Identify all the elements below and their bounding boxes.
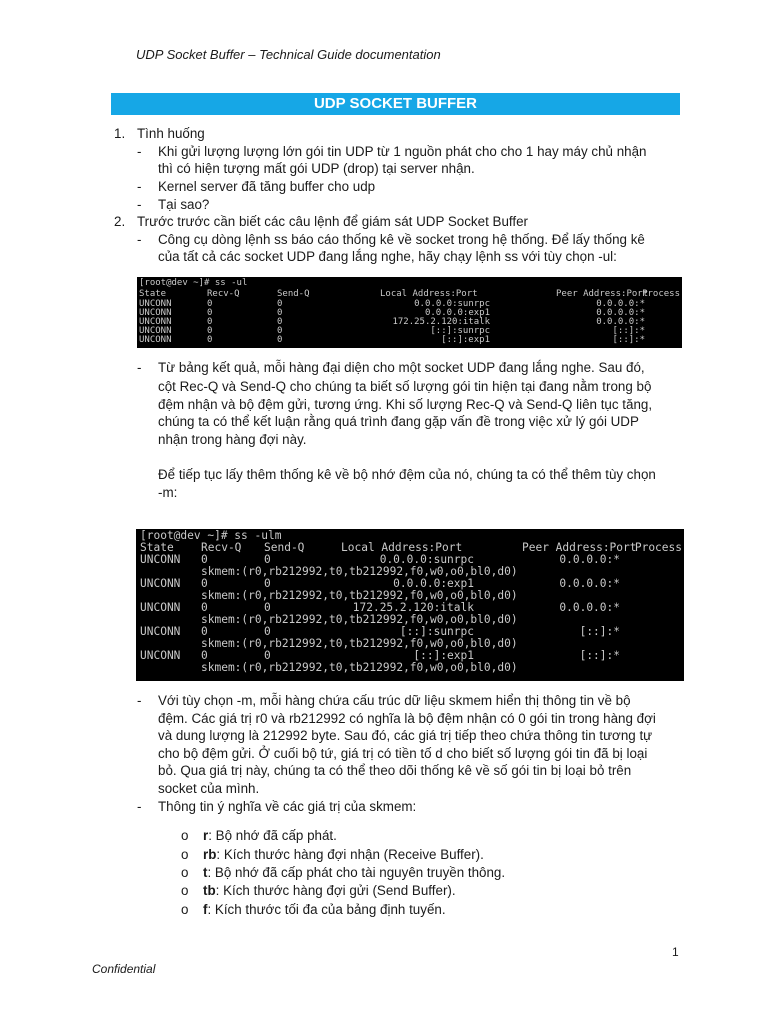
skmem-list-item [181,846,601,864]
terminal-prompt: [root@dev ~]# ss -ulm [140,529,282,542]
recvq-cell: 0 [207,335,213,345]
skmem-description: : Bộ nhớ đã cấp phát. [208,828,337,843]
recvq-cell: 0 [201,649,208,662]
skmem-key: tb [203,883,216,898]
state-cell: UNCONN [140,577,181,590]
skmem-key: f [203,902,208,917]
skmem-description: : Kích thước hàng đợi gửi (Send Buffer). [215,883,456,898]
state-cell: UNCONN [139,317,172,327]
skmem-list-item [181,827,601,845]
recvq-cell: 0 [207,317,213,327]
skmem-list-item [181,882,601,900]
recvq-cell: 0 [201,625,208,638]
bullet-circle-icon: o [181,865,189,880]
skmem-line: skmem:(r0,rb212992,t0,tb212992,f0,w0,o0,bl0,d0) [201,661,518,674]
section-1-number: 1. [114,126,126,141]
dash-marker: - [137,179,142,194]
state-cell: UNCONN [139,326,172,336]
peer-address-cell: [::]:* [579,625,620,638]
section-1-bullet-1-line-2: thì có hiện tượng mất gói UDP (drop) tại server nhận. [158,161,475,176]
dash-marker: - [137,360,142,375]
terminal-ss-ulm [136,529,684,681]
dash-marker: - [137,799,142,814]
section-2-title: Trước trước cần biết các câu lệnh để giám sát UDP Socket Buffer [137,214,529,229]
bullet-circle-icon: o [181,847,189,862]
state-cell: UNCONN [139,299,172,309]
local-address-cell: 0.0.0.0:sunrpc [414,299,490,309]
paragraph-3-line-5: bỏ. Qua giá trị này, chúng ta có thể theo dõi thống kê về số gói tin bị loại bỏ trên [158,763,632,778]
state-cell: UNCONN [139,308,172,318]
table-row [137,335,682,346]
state-cell: UNCONN [140,649,181,662]
paragraph-3-line-6: socket của mình. [158,781,260,796]
page-number: 1 [672,945,679,959]
section-2-bullet-1-line-2: của tất cả các socket UDP đang lắng nghe, hãy chạy lệnh ss với tùy chọn -ul: [158,249,617,264]
sendq-cell: 0 [277,317,283,327]
peer-address-cell: 0.0.0.0:* [596,299,645,309]
paragraph-1-line-3: đệm nhận và bộ đệm gửi, tương ứng. Khi số lượng Rec-Q và Send-Q liên tục tăng, [158,397,653,412]
sendq-cell: 0 [264,577,271,590]
peer-address-cell: 0.0.0.0:* [559,601,620,614]
recvq-cell: 0 [201,553,208,566]
dash-marker: - [137,197,142,212]
column-header: Process [634,541,682,554]
peer-address-cell: 0.0.0.0:* [559,577,620,590]
skmem-line: skmem:(r0,rb212992,t0,tb212992,f0,w0,o0,bl0,d0) [201,637,518,650]
skmem-description: : Kích thước tối đa của bảng định tuyến. [207,902,446,917]
recvq-cell: 0 [201,601,208,614]
sendq-cell: 0 [277,335,283,345]
local-address-cell: [::]:exp1 [441,335,490,345]
local-address-cell: 172.25.2.120:italk [392,317,490,327]
terminal-ss-ul [137,277,682,348]
local-address-cell: [::]:sunrpc [430,326,490,336]
column-header: Process [642,289,680,299]
state-cell: UNCONN [139,335,172,345]
paragraph-3-line-3: và dung lượng là 212992 byte. Sau đó, các giá trị tiếp theo chứa thông tin tương tự [158,728,653,743]
paragraph-3-line-2: đệm. Các giá trị r0 và rb212992 có nghĩa là bộ đệm nhận có 0 gói tin trong hàng đợi [158,711,656,726]
skmem-description: : Bộ nhớ đã cấp phát cho tài nguyên truyền thông. [207,865,506,880]
bullet-circle-icon: o [181,828,189,843]
paragraph-1-line-2: cột Rec-Q và Send-Q cho chúng ta biết số lượng gói tin hiện tại đang nằm trong bộ [158,379,652,394]
skmem-line: skmem:(r0,rb212992,t0,tb212992,f0,w0,o0,bl0,d0) [201,589,518,602]
column-header: Send-Q [264,541,305,554]
sendq-cell: 0 [264,649,271,662]
column-header: Recv-Q [201,541,242,554]
section-2-bullet-1-line-1: Công cụ dòng lệnh ss báo cáo thống kê về socket trong hệ thống. Để lấy thống kê [158,232,645,247]
skmem-key: r [203,828,209,843]
peer-address-cell: [::]:* [612,326,645,336]
local-address-cell: 0.0.0.0:exp1 [393,577,474,590]
local-address-cell: 172.25.2.120:italk [352,601,474,614]
column-header: State [139,289,167,299]
recvq-cell: 0 [207,326,213,336]
sendq-cell: 0 [277,299,283,309]
sendq-cell: 0 [264,625,271,638]
dash-marker: - [137,232,142,247]
section-2-number: 2. [114,214,126,229]
section-1-bullet-1-line-1: Khi gửi lượng lượng lớn gói tin UDP từ 1 nguồn phát cho cho 1 hay máy chủ nhận [158,144,647,159]
sendq-cell: 0 [264,553,271,566]
column-header: Local Address:Port [341,541,463,554]
peer-address-cell: 0.0.0.0:* [559,553,620,566]
page-header: UDP Socket Buffer – Technical Guide documentation [136,47,441,62]
skmem-line: skmem:(r0,rb212992,t0,tb212992,f0,w0,o0,bl0,d0) [201,565,518,578]
sendq-cell: 0 [277,326,283,336]
bullet-circle-icon: o [181,902,189,917]
bullet-circle-icon: o [181,883,189,898]
peer-address-cell: [::]:* [579,649,620,662]
peer-address-cell: 0.0.0.0:* [596,317,645,327]
skmem-description: : Kích thước hàng đợi nhận (Receive Buffer). [216,847,484,862]
paragraph-2-line-2: -m: [158,485,178,500]
paragraph-4: Thông tin ý nghĩa về các giá trị của skmem: [158,799,417,814]
section-1-bullet-3: Tại sao? [158,197,210,212]
section-1-bullet-2: Kernel server đã tăng buffer cho udp [158,179,376,194]
paragraph-3-line-4: cho bộ đệm gửi. Ở cuối bộ tứ, giá trị có tiền tố d cho biết số lượng gói tin đã bị loại [158,746,648,761]
recvq-cell: 0 [207,308,213,318]
column-header: Peer Address:Port [556,289,649,299]
dash-marker: - [137,693,142,708]
local-address-cell: [::]:sunrpc [399,625,474,638]
paragraph-1-line-1: Từ bảng kết quả, mỗi hàng đại diện cho một socket UDP đang lắng nghe. Sau đó, [158,360,645,375]
section-1-title: Tình huống [137,126,205,141]
paragraph-1-line-5: nhận trong hàng đợi này. [158,432,307,447]
paragraph-1-line-4: chúng ta có thể kết luận rằng quá trình đang gặp vấn đề trong việc xử lý gói UDP [158,414,639,429]
skmem-list-item [181,864,601,882]
document-title: UDP SOCKET BUFFER [111,93,680,115]
skmem-key: t [203,865,208,880]
local-address-cell: 0.0.0.0:sunrpc [379,553,474,566]
recvq-cell: 0 [207,299,213,309]
paragraph-3-line-1: Với tùy chọn -m, mỗi hàng chứa cấu trúc dữ liệu skmem hiển thị thông tin về bộ [158,693,631,708]
local-address-cell: [::]:exp1 [413,649,474,662]
state-cell: UNCONN [140,625,181,638]
dash-marker: - [137,144,142,159]
sendq-cell: 0 [264,601,271,614]
state-cell: UNCONN [140,601,181,614]
state-cell: UNCONN [140,553,181,566]
peer-address-cell: [::]:* [612,335,645,345]
skmem-line: skmem:(r0,rb212992,t0,tb212992,f0,w0,o0,bl0,d0) [201,613,518,626]
column-header: Peer Address:Port [522,541,637,554]
recvq-cell: 0 [201,577,208,590]
skmem-key: rb [203,847,217,862]
column-header: State [140,541,174,554]
sendq-cell: 0 [277,308,283,318]
page-footer: Confidential [92,962,156,976]
peer-address-cell: 0.0.0.0:* [596,308,645,318]
terminal-prompt: [root@dev ~]# ss -ul [139,278,248,288]
skmem-list-item [181,901,601,919]
paragraph-2-line-1: Để tiếp tục lấy thêm thống kê về bộ nhớ đệm của nó, chúng ta có thể thêm tùy chọn [158,467,656,482]
column-header: Local Address:Port [380,289,478,299]
column-header: Send-Q [277,289,310,299]
local-address-cell: 0.0.0.0:exp1 [424,308,490,318]
column-header: Recv-Q [207,289,240,299]
